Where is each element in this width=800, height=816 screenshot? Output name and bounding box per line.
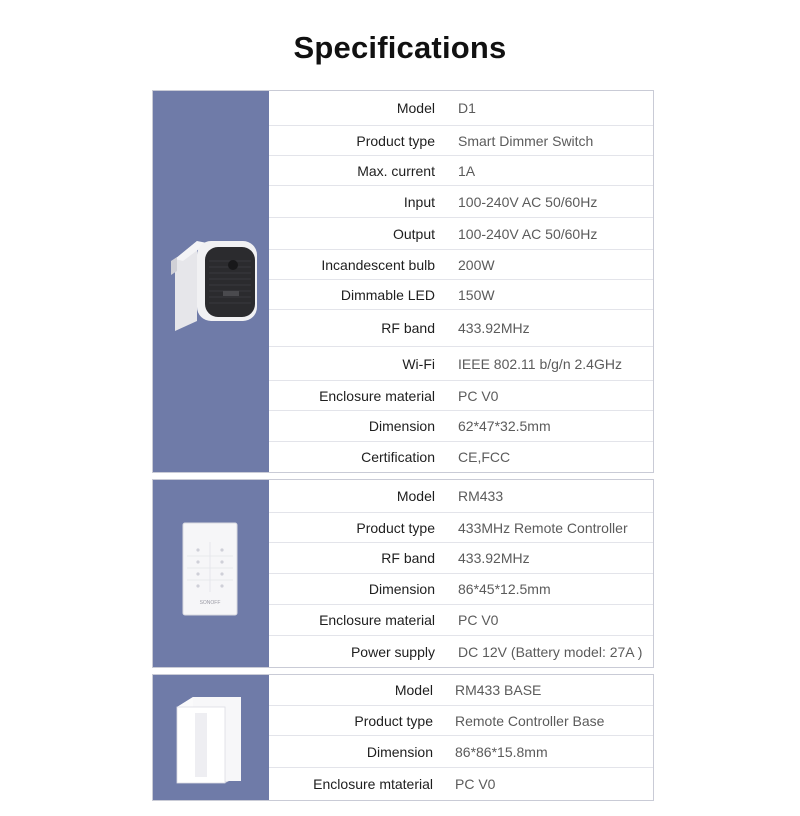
spec-label: Output [392,225,435,242]
spec-value: 86*45*12.5mm [458,581,551,597]
spec-label: Model [396,100,435,116]
spec-value: 62*47*32.5mm [458,418,551,434]
spec-row [269,636,653,667]
spec-value: 433MHz Remote Controller [458,519,628,536]
spec-label: Product type [354,712,433,729]
brand-logo: SONOFF [199,600,221,606]
spec-label: Enclosure mtaterial [313,776,433,792]
spec-row [269,381,653,411]
dimmer-module-icon [167,231,261,336]
spec-row [269,280,653,310]
spec-row [269,442,653,472]
spec-value: 1A [458,162,476,179]
product-image-panel [153,91,269,472]
spec-row [269,605,653,636]
spec-value: 86*86*15.8mm [455,743,548,760]
spec-label: Wi-Fi [402,355,435,372]
spec-label: Incandescent bulb [321,256,435,273]
spec-row [269,675,653,706]
spec-row [269,91,653,126]
spec-value: 100-240V AC 50/60Hz [458,225,598,242]
spec-row [269,310,653,347]
spec-row [269,126,653,156]
spec-label: Max. current [357,162,435,179]
spec-table-d1 [269,91,653,472]
spec-block-rm433-base [152,674,654,801]
product-image-panel [153,480,269,667]
spec-value: RM433 BASE [455,682,542,698]
spec-label: Dimmable LED [340,286,435,303]
spec-row [269,186,653,218]
spec-block-d1 [152,90,654,473]
spec-label: Dimension [368,581,435,597]
product-image-panel [153,675,269,800]
spec-label: Input [403,193,435,210]
spec-row [269,347,653,381]
spec-row [269,218,653,250]
spec-label: Dimension [368,418,435,434]
spec-block-rm433 [152,479,654,668]
spec-value: 433.92MHz [458,550,530,566]
remote-controller-icon [182,522,238,621]
spec-value: 433.92MHz [458,320,530,336]
spec-row [269,706,653,736]
spec-label: Model [394,682,433,698]
spec-row [269,513,653,543]
spec-value: CE,FCC [458,449,511,465]
spec-value: Remote Controller Base [455,712,605,729]
spec-value: Smart Dimmer Switch [458,132,594,149]
spec-value: 100-240V AC 50/60Hz [458,193,598,210]
spec-label: Enclosure material [319,387,435,404]
remote-base-icon [171,693,253,790]
spec-value: PC V0 [458,387,499,404]
spec-value: PC V0 [455,776,496,792]
page-title: Specifications [293,30,507,65]
spec-label: Product type [356,132,435,149]
spec-value: DC 12V (Battery model: 27A ) [458,643,643,660]
spec-table-rm433 [269,480,653,667]
spec-row [269,480,653,513]
spec-label: RF band [381,550,435,566]
spec-row [269,768,653,800]
spec-row [269,156,653,186]
spec-value: IEEE 802.11 b/g/n 2.4GHz [458,355,622,372]
spec-label: Product type [356,519,435,536]
spec-row [269,543,653,574]
spec-value: PC V0 [458,612,499,628]
spec-value: 200W [458,256,495,273]
spec-label: RF band [381,320,435,336]
spec-label: Power supply [350,643,435,660]
spec-row [269,411,653,442]
spec-label: Certification [361,449,435,465]
spec-row [269,736,653,768]
spec-label: Enclosure material [319,612,435,628]
spec-value: 150W [458,286,495,303]
spec-label: Dimension [366,743,433,760]
spec-table-rm433-base [269,675,653,800]
spec-value: RM433 [458,488,504,504]
spec-row [269,250,653,280]
spec-value: D1 [458,100,476,116]
spec-row [269,574,653,605]
spec-label: Model [396,488,435,504]
